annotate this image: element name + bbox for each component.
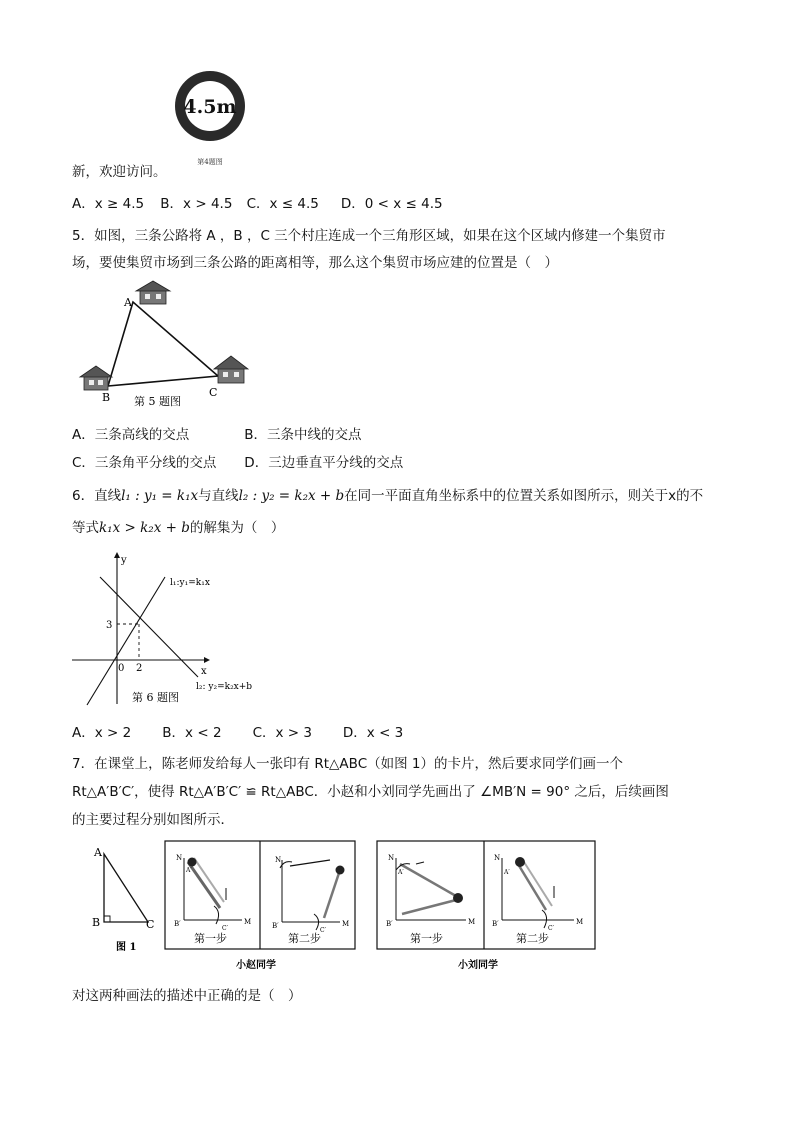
q7-fig1-label-a: A — [94, 846, 102, 859]
q6-tick-x-label: 2 — [136, 663, 143, 674]
q5-options-row2 — [72, 451, 403, 471]
q7-stem-line2: Rt△A′B′C′，使得 Rt△A′B′C′ ≌ Rt△ABC．小赵和小刘同学先画出了 ∠MB′N = 90° 之后，后续画图 — [72, 784, 669, 800]
q7-liu-step2-drawing — [492, 854, 583, 932]
q7-fig1-triangle — [104, 854, 148, 922]
q6-x-label: x — [201, 666, 207, 677]
svg-text:N: N — [494, 854, 501, 862]
q6-suffix: 在同一平面直角坐标系中的位置关系如图所示，则关于x的不 — [344, 488, 704, 504]
svg-text:B′: B′ — [492, 920, 499, 928]
q7-zhao-step2-drawing — [272, 856, 349, 934]
q5-triangle — [108, 302, 218, 386]
q7-liu-step1-drawing — [386, 854, 475, 928]
svg-text:A′: A′ — [398, 869, 404, 876]
house-b-icon — [80, 366, 112, 390]
q7-fig1-right-angle — [104, 916, 110, 922]
q6-inequality: k₁x > k₂x + b — [99, 520, 190, 536]
q5-stem-line1: 5．如图，三条公路将 A ，B ，C 三个村庄连成一个三角形区域，如果在这个区域内修建一个集贸市 — [72, 228, 666, 244]
q5-option-b[interactable]: B．三条中线的交点 — [244, 427, 362, 443]
q4-option-c[interactable]: C．x ≤ 4.5 — [246, 196, 319, 212]
svg-text:M: M — [244, 918, 252, 926]
q7-stem-line1: 7．在课堂上，陈老师发给每人一张印有 Rt△ABC（如图 1）的卡片，然后要求同学们画一个 — [72, 756, 624, 772]
q7-fig1-label-b: B — [92, 916, 101, 929]
q7-liu-name: 小刘同学 — [458, 960, 498, 971]
q5-options-row1 — [72, 423, 362, 443]
q7-zhao-step1-drawing — [174, 854, 251, 932]
sign-text: 4.5m — [183, 96, 237, 118]
q4-option-d[interactable]: D．0 < x ≤ 4.5 — [340, 196, 443, 212]
q5-label-c: C — [209, 386, 218, 399]
q7-fig1-label-c: C — [146, 918, 155, 931]
sign-caption: 第4题图 — [197, 158, 223, 166]
svg-text:C′: C′ — [222, 925, 228, 932]
q7-question: 对这两种画法的描述中正确的是（ ） — [72, 988, 302, 1004]
svg-text:M: M — [468, 918, 476, 926]
q7-zhao-panel — [164, 840, 356, 975]
height-limit-sign — [170, 68, 252, 168]
q7-zhao-step1: 第一步 — [194, 932, 227, 945]
svg-text:B′: B′ — [386, 920, 393, 928]
q7-stem-line3: 的主要过程分别如图所示． — [72, 812, 234, 828]
q7-liu-panel — [376, 840, 598, 975]
q6-graph-figure — [70, 550, 260, 710]
q4-option-b[interactable]: B．x > 4.5 — [160, 196, 233, 212]
q6-stem-line1 — [72, 484, 703, 504]
q7-zhao-name: 小赵同学 — [236, 960, 276, 971]
q6-stem-line2 — [72, 516, 284, 536]
q6-prefix2: 等式 — [72, 520, 99, 536]
q6-line-l1-graph — [87, 577, 165, 705]
q6-l1-label: l₁:y₁=k₁x — [170, 578, 210, 588]
q6-mid: 与直线 — [198, 488, 239, 504]
q6-line-l2-graph — [100, 577, 198, 677]
q6-suffix2: 的解集为（ ） — [189, 520, 285, 536]
q5-option-d[interactable]: D．三边垂直平分线的交点 — [244, 455, 404, 471]
q6-origin-label: 0 — [118, 663, 125, 674]
svg-text:A′: A′ — [186, 867, 192, 874]
q6-prefix: 6．直线 — [72, 488, 122, 504]
q7-zhao-step2: 第二步 — [288, 932, 321, 945]
svg-text:N: N — [275, 856, 282, 864]
q6-y-label: y — [121, 555, 127, 566]
q6-l2-label: l₂: y₂=k₂x+b — [196, 682, 253, 692]
q5-caption: 第 5 题图 — [134, 395, 181, 408]
q6-x-arrow — [204, 657, 210, 663]
q7-figure-1 — [86, 840, 162, 956]
q5-option-c[interactable]: C．三条角平分线的交点 — [72, 455, 217, 471]
svg-text:M: M — [576, 918, 584, 926]
house-a-icon — [136, 281, 170, 304]
q7-fig1-caption: 图 1 — [116, 942, 137, 953]
q7-liu-step2: 第二步 — [516, 932, 549, 945]
q5-label-a: A — [124, 296, 132, 309]
q5-option-a[interactable]: A．三条高线的交点 — [72, 427, 190, 443]
svg-text:A′: A′ — [504, 869, 510, 876]
q5-triangle-figure — [78, 280, 258, 412]
q4-option-a[interactable]: A．x ≥ 4.5 — [72, 196, 145, 212]
svg-text:M: M — [342, 920, 350, 928]
q4-options — [72, 192, 443, 212]
q6-options — [72, 721, 403, 741]
q6-tick-y-label: 3 — [106, 620, 113, 631]
house-c-icon — [214, 356, 248, 383]
q6-option-d[interactable]: D．x < 3 — [342, 725, 404, 741]
q5-label-b: B — [102, 391, 111, 404]
svg-text:C′: C′ — [320, 927, 326, 934]
q4-tail-text: 新，欢迎访问。 — [72, 164, 167, 180]
q7-liu-step1: 第一步 — [410, 932, 443, 945]
q6-option-b[interactable]: B．x < 2 — [162, 725, 222, 741]
q6-line-l2: l₂ : y₂ = k₂x + b — [238, 488, 345, 504]
q6-option-c[interactable]: C．x > 3 — [252, 725, 312, 741]
svg-text:B′: B′ — [174, 920, 181, 928]
svg-text:N: N — [388, 854, 395, 862]
q6-caption: 第 6 题图 — [132, 691, 179, 704]
q6-line-l1: l₁ : y₁ = k₁x — [121, 488, 199, 504]
q5-stem-line2: 场，要使集贸市场到三条公路的距离相等，那么这个集贸市场应建的位置是（ ） — [72, 255, 558, 271]
svg-text:B′: B′ — [272, 922, 279, 930]
q6-y-arrow — [114, 552, 120, 558]
q6-option-a[interactable]: A．x > 2 — [72, 725, 132, 741]
svg-text:N: N — [176, 854, 183, 862]
svg-text:C′: C′ — [548, 925, 554, 932]
